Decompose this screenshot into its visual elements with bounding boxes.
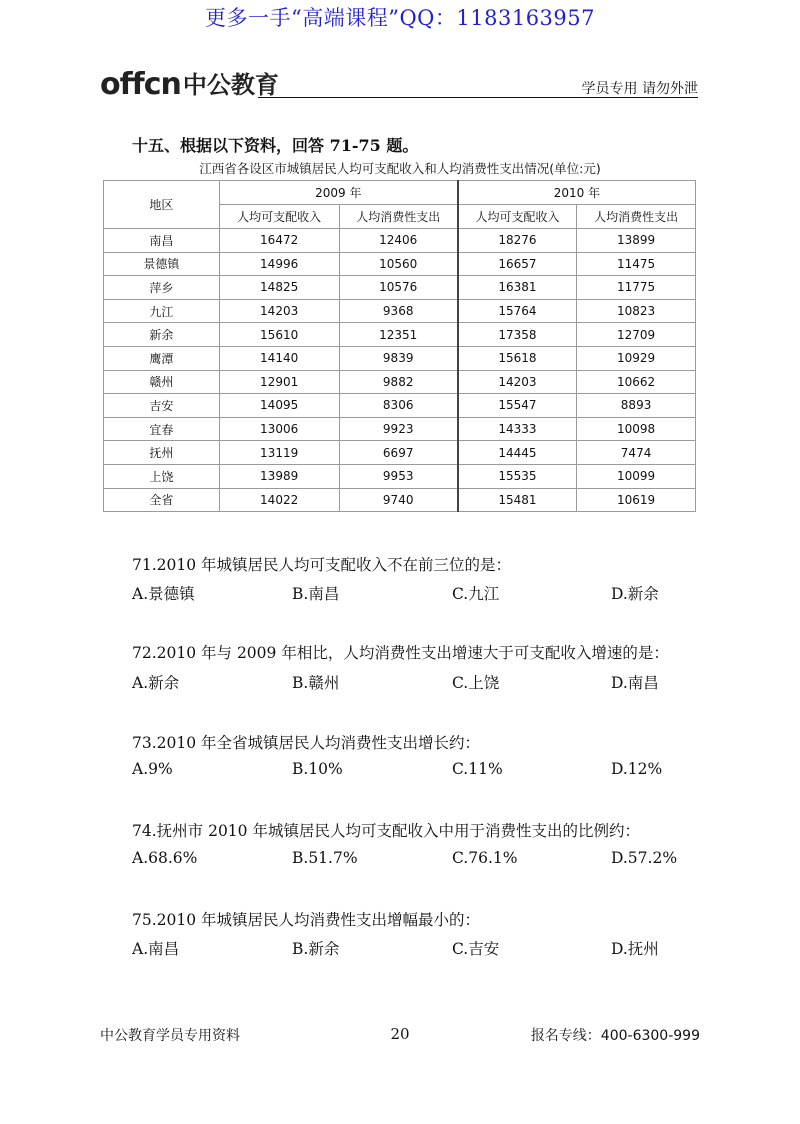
header-note: 学员专用 请勿外泄	[581, 81, 698, 97]
value-cell: 7474	[577, 441, 696, 465]
option-c: C.上饶	[452, 674, 500, 692]
table-row	[104, 276, 696, 300]
spend-2010-header: 人均消费性支出	[577, 205, 696, 229]
option-b: B.赣州	[292, 674, 340, 692]
value-cell: 10823	[577, 299, 696, 323]
value-cell: 9839	[339, 346, 458, 370]
table-row	[104, 464, 696, 488]
region-cell: 宜春	[104, 417, 220, 441]
value-cell: 15610	[219, 323, 339, 347]
region-cell: 新余	[104, 323, 220, 347]
value-cell: 9923	[339, 417, 458, 441]
value-cell: 9882	[339, 370, 458, 394]
value-cell: 11475	[577, 252, 696, 276]
value-cell: 11775	[577, 276, 696, 300]
option-a: A.景德镇	[132, 585, 195, 603]
table-row	[104, 229, 696, 253]
value-cell: 12709	[577, 323, 696, 347]
income-spending-table	[103, 180, 696, 512]
value-cell: 12901	[219, 370, 339, 394]
option-d: D.新余	[611, 585, 659, 603]
value-cell: 10662	[577, 370, 696, 394]
value-cell: 16657	[458, 252, 577, 276]
option-a: A.68.6%	[132, 849, 198, 867]
table-row	[104, 394, 696, 418]
value-cell: 14203	[219, 299, 339, 323]
value-cell: 14022	[219, 488, 339, 512]
value-cell: 15535	[458, 464, 577, 488]
table-caption: 江西省各设区市城镇居民人均可支配收入和人均消费性支出情况(单位:元)	[199, 161, 601, 176]
region-cell: 赣州	[104, 370, 220, 394]
value-cell: 14203	[458, 370, 577, 394]
region-cell: 全省	[104, 488, 220, 512]
page-number: 20	[390, 1025, 410, 1043]
option-a: A.新余	[132, 674, 180, 692]
option-a: A.南昌	[132, 940, 180, 958]
table-row	[104, 323, 696, 347]
value-cell: 18276	[458, 229, 577, 253]
year-2010-header: 2010 年	[458, 181, 696, 205]
value-cell: 15618	[458, 346, 577, 370]
region-cell: 南昌	[104, 229, 220, 253]
spend-2009-header: 人均消费性支出	[339, 205, 458, 229]
offcn-logo	[100, 62, 279, 102]
option-c: C.吉安	[452, 940, 500, 958]
section-title: 十五、根据以下资料，回答 71-75 题。	[132, 136, 419, 155]
option-c: C.九江	[452, 585, 500, 603]
option-b: B.南昌	[292, 585, 340, 603]
value-cell: 10619	[577, 488, 696, 512]
value-cell: 13119	[219, 441, 339, 465]
table-row	[104, 346, 696, 370]
value-cell: 6697	[339, 441, 458, 465]
option-a: A.9%	[132, 760, 173, 778]
value-cell: 16472	[219, 229, 339, 253]
value-cell: 14445	[458, 441, 577, 465]
value-cell: 14825	[219, 276, 339, 300]
question-74: 74.抚州市 2010 年城镇居民人均可支配收入中用于消费性支出的比例约：	[132, 822, 640, 840]
value-cell: 9740	[339, 488, 458, 512]
value-cell: 12406	[339, 229, 458, 253]
region-cell: 鹰潭	[104, 346, 220, 370]
value-cell: 17358	[458, 323, 577, 347]
footer-hotline: 报名专线：400-6300-999	[530, 1028, 700, 1044]
question-73: 73.2010 年全省城镇居民人均消费性支出增长约：	[132, 734, 481, 752]
value-cell: 9953	[339, 464, 458, 488]
table-row	[104, 441, 696, 465]
table-row	[104, 252, 696, 276]
option-b: B.51.7%	[292, 849, 358, 867]
year-2009-header: 2009 年	[219, 181, 458, 205]
region-cell: 抚州	[104, 441, 220, 465]
promo-banner: 更多一手“高端课程”QQ：1183163957	[204, 6, 595, 30]
region-header: 地区	[104, 181, 220, 229]
option-b: B.10%	[292, 760, 343, 778]
option-d: D.57.2%	[611, 849, 678, 867]
value-cell: 10098	[577, 417, 696, 441]
option-d: D.南昌	[611, 674, 659, 692]
value-cell: 13989	[219, 464, 339, 488]
option-d: D.抚州	[611, 940, 659, 958]
question-71: 71.2010 年城镇居民人均可支配收入不在前三位的是：	[132, 556, 512, 574]
option-d: D.12%	[611, 760, 663, 778]
option-b: B.新余	[292, 940, 340, 958]
region-cell: 上饶	[104, 464, 220, 488]
value-cell: 8306	[339, 394, 458, 418]
table-row	[104, 488, 696, 512]
income-2010-header: 人均可支配收入	[458, 205, 577, 229]
logo-chinese: 中公教育	[182, 71, 279, 99]
value-cell: 15764	[458, 299, 577, 323]
value-cell: 14333	[458, 417, 577, 441]
value-cell: 10576	[339, 276, 458, 300]
value-cell: 9368	[339, 299, 458, 323]
value-cell: 14996	[219, 252, 339, 276]
region-cell: 吉安	[104, 394, 220, 418]
value-cell: 8893	[577, 394, 696, 418]
option-c: C.11%	[452, 760, 503, 778]
footer-left: 中公教育学员专用资料	[100, 1028, 240, 1044]
value-cell: 13006	[219, 417, 339, 441]
region-cell: 九江	[104, 299, 220, 323]
table-row	[104, 299, 696, 323]
value-cell: 10929	[577, 346, 696, 370]
value-cell: 10560	[339, 252, 458, 276]
option-c: C.76.1%	[452, 849, 518, 867]
value-cell: 12351	[339, 323, 458, 347]
value-cell: 13899	[577, 229, 696, 253]
income-2009-header: 人均可支配收入	[219, 205, 339, 229]
question-75: 75.2010 年城镇居民人均消费性支出增幅最小的：	[132, 911, 481, 929]
region-cell: 景德镇	[104, 252, 220, 276]
value-cell: 16381	[458, 276, 577, 300]
value-cell: 14140	[219, 346, 339, 370]
value-cell: 10099	[577, 464, 696, 488]
value-cell: 15481	[458, 488, 577, 512]
table-row	[104, 417, 696, 441]
table-row	[104, 370, 696, 394]
value-cell: 14095	[219, 394, 339, 418]
question-72: 72.2010 年与 2009 年相比，人均消费性支出增速大于可支配收入增速的是：	[132, 644, 669, 662]
logo-english: offcn	[100, 67, 181, 102]
region-cell: 萍乡	[104, 276, 220, 300]
value-cell: 15547	[458, 394, 577, 418]
